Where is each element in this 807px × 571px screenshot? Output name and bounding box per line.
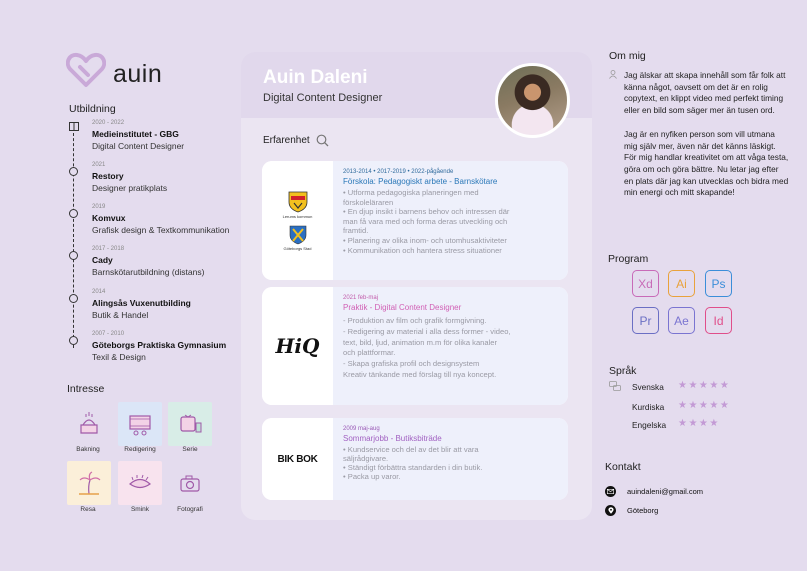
interest-travel	[67, 461, 111, 505]
job-title: Praktik - Digital Content Designer	[343, 303, 462, 312]
timeline-dot-icon	[69, 209, 78, 218]
interest-editing	[118, 402, 162, 446]
job-description-line: man få vara med och forma deras utveckling och	[343, 216, 508, 226]
speech-bubbles-icon	[609, 381, 621, 392]
language-row	[632, 420, 752, 430]
baking-icon	[74, 409, 104, 439]
language-name: Kurdiska	[632, 402, 665, 412]
language-name: Svenska	[632, 382, 664, 392]
education-date: 2020 - 2022	[92, 120, 125, 126]
profile-name: Auin Daleni	[263, 67, 368, 88]
program-pr-icon: Pr	[632, 307, 659, 334]
job-description-line: - Produktion av film och grafik formgivning.	[343, 316, 487, 325]
education-school: Cady	[92, 255, 113, 265]
education-date: 2017 - 2018	[92, 246, 125, 252]
interest-label: Redigering	[124, 446, 156, 453]
interest-label: Resa	[80, 506, 96, 513]
education-date: 2021	[92, 162, 106, 168]
experience-card-body	[333, 161, 568, 280]
languages-title: Språk	[609, 365, 637, 377]
job-description-line: • Ständigt förbättra standarden i din butik.	[343, 462, 483, 472]
job-description-line: text, bild, ljud, animation m.m för olika kanaler	[343, 337, 498, 347]
email-icon	[605, 486, 616, 497]
location-pin-icon	[605, 505, 616, 516]
job-description-line: säljrådgivare.	[343, 453, 389, 463]
job-title: Förskola: Pedagogiskt arbete - Barnskötare	[343, 177, 498, 186]
experience-card-preschool	[262, 161, 568, 280]
experience-card-hiq	[262, 287, 568, 405]
experience-card-bikbok	[262, 418, 568, 500]
book-icon	[69, 122, 79, 131]
education-school: Medieinstitutet - GBG	[92, 129, 179, 139]
experience-card-body	[333, 418, 568, 500]
about-title: Om mig	[609, 50, 646, 62]
job-date: 2009 maj-aug	[343, 426, 380, 432]
education-school: Göteborgs Praktiska Gymnasium	[92, 340, 227, 350]
education-program: Designer pratikplats	[92, 183, 168, 193]
hiq-logo-text: HiQ	[275, 334, 320, 358]
timeline-dot-icon	[69, 251, 78, 260]
language-rating-stars: ★★★★★	[678, 400, 731, 411]
education-program: Texil & Design	[92, 352, 146, 362]
job-date: 2013-2014 • 2017-2019 • 2022-pågående	[343, 169, 454, 175]
interest-label: Bakning	[76, 446, 100, 453]
experience-card-body	[333, 287, 568, 405]
about-text	[624, 70, 790, 199]
education-program: Butik & Handel	[92, 310, 149, 320]
language-rating-stars: ★★★★	[678, 418, 720, 429]
education-timeline-line	[73, 128, 74, 348]
lerum-coat-of-arms-icon	[288, 191, 308, 213]
program-ps-icon: Ps	[705, 270, 732, 297]
education-program: Barnskötarutbildning (distans)	[92, 267, 205, 277]
job-description-line: - Redigering av material i alla dess former - video,	[343, 326, 511, 336]
interest-series	[168, 402, 212, 446]
experience-title: Erfarenhet	[263, 135, 310, 146]
timeline-dot-icon	[69, 336, 78, 345]
camera-icon	[175, 468, 205, 498]
contact-title: Kontakt	[605, 461, 641, 473]
bikbok-logo-text: BIK BOK	[277, 453, 318, 465]
program-id-icon: Id	[705, 307, 732, 334]
job-description-line: • En djup insikt i barnens behov och intressen där	[343, 207, 510, 217]
film-editing-icon	[125, 409, 155, 439]
language-name: Engelska	[632, 420, 667, 430]
job-description-line: förskoleläraren	[343, 197, 394, 207]
interest-baking	[67, 402, 111, 446]
job-description-line: • Packa up varor.	[343, 471, 401, 481]
interest-makeup	[118, 461, 162, 505]
education-school: Restory	[92, 171, 124, 181]
education-title: Utbildning	[69, 103, 116, 115]
job-description-line: framtid.	[343, 226, 369, 236]
goteborg-coat-of-arms-icon	[289, 225, 307, 245]
education-program: Digital Content Designer	[92, 141, 185, 151]
job-description-line: • Planering av olika inom- och utomhusaktiviteter	[343, 235, 507, 245]
job-description-line: • Kommunikation och hantera stress situationer	[343, 245, 502, 255]
programs-title: Program	[608, 253, 649, 265]
program-ae-icon: Ae	[668, 307, 695, 334]
profile-avatar	[495, 63, 570, 138]
interest-photography	[168, 461, 212, 505]
travel-palm-icon	[74, 468, 104, 498]
search-icon[interactable]	[316, 134, 329, 147]
interest-label: Smink	[130, 506, 150, 513]
job-description	[343, 188, 558, 255]
job-description-line: - Skapa grafiska profil och designsystem	[343, 359, 480, 369]
employer-logo-text: Göteborgs Stad	[283, 245, 312, 251]
contact-city: Göteborg	[627, 506, 659, 515]
education-program: Grafisk design & Textkommunikation	[92, 225, 230, 235]
timeline-dot-icon	[69, 167, 78, 176]
profile-role: Digital Content Designer	[263, 92, 383, 104]
education-date: 2014	[92, 289, 106, 295]
education-school: Alingsås Vuxenutbilding	[92, 298, 191, 308]
job-description-line: • Utforma pedagogiska planeringen med	[343, 188, 479, 197]
job-date: 2021 feb-maj	[343, 295, 379, 301]
heart-logo-icon	[66, 52, 106, 88]
employer-logos	[262, 161, 333, 280]
program-ai-icon: Ai	[668, 270, 695, 297]
brand-logo-text: auin	[113, 60, 163, 88]
education-date: 2007 - 2010	[92, 331, 125, 337]
employer-logo-text: Lerums kommun	[282, 213, 313, 219]
person-icon	[609, 70, 617, 79]
job-description	[343, 446, 558, 482]
job-description-line: • Kundservice och del av det blir att vara	[343, 445, 479, 454]
about-paragraph: Jag älskar att skapa innehåll som får folk att känna något, oavsett om det är en rolig copytext, en klippt video med perfekt timing eller en bild som säger mer än tusen ord.	[624, 70, 786, 116]
interest-label: Serie	[182, 446, 198, 453]
job-title: Sommarjobb - Butiksbiträde	[343, 434, 442, 443]
interest-label: Fotografi	[177, 506, 203, 513]
job-description	[343, 316, 558, 381]
contact-email[interactable]: auindaleni@gmail.com	[627, 487, 703, 496]
tv-series-icon	[175, 409, 205, 439]
language-row	[632, 382, 752, 392]
employer-logos	[262, 418, 333, 500]
about-paragraph: Jag är en nyfiken person som vill utmana mig själv mer, även när det känns läskigt. För mig handlar kreativitet om att våga testa, göra om och göra bättre. Nu letar jag efter en plats där jag kan utvecklas och bidra med min energi och mitt skapande!	[624, 128, 789, 198]
job-description-line: och plattformar.	[343, 348, 396, 358]
makeup-eye-icon	[125, 468, 155, 498]
employer-logos	[262, 287, 333, 405]
education-date: 2019	[92, 204, 106, 210]
education-school: Komvux	[92, 213, 126, 223]
language-row	[632, 402, 752, 412]
language-rating-stars: ★★★★★	[678, 380, 731, 391]
program-xd-icon: Xd	[632, 270, 659, 297]
interests-title: Intresse	[67, 383, 105, 395]
timeline-dot-icon	[69, 294, 78, 303]
job-description-line: Kreativ tänkande med förslag till nya koncept.	[343, 369, 497, 379]
